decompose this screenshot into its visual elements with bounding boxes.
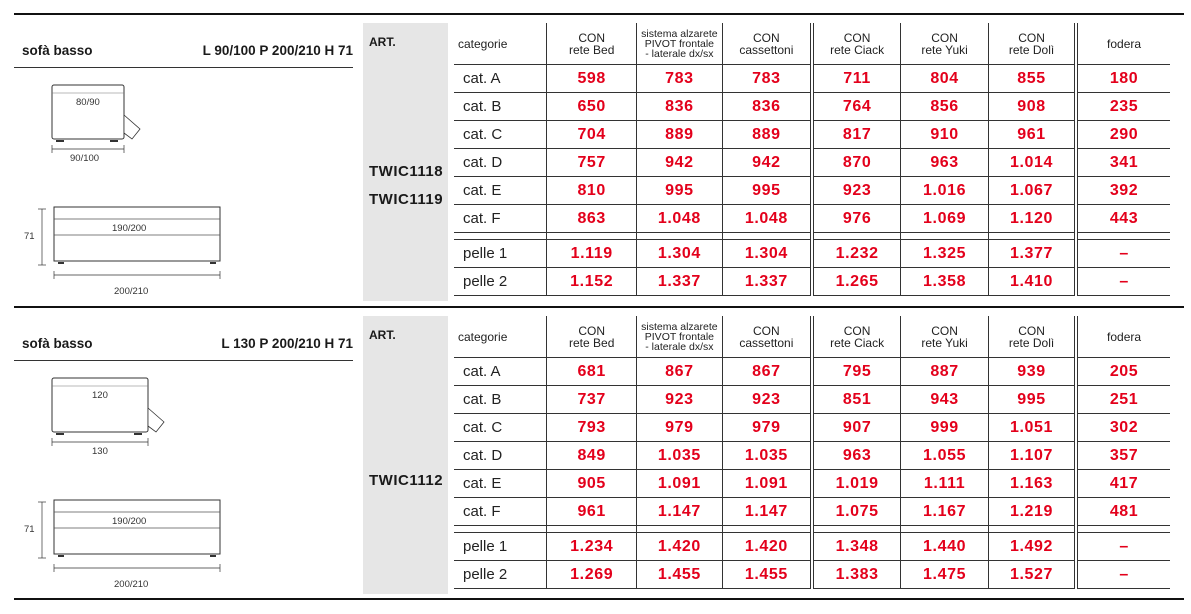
product-dimensions: L 130 P 200/210 H 71: [221, 336, 353, 351]
price-cell: 999: [901, 414, 989, 442]
side-length-label: 200/210: [114, 579, 149, 590]
column-header-line: rete Yuki: [921, 335, 968, 350]
column-header: [454, 316, 547, 358]
price-cell: 923: [812, 177, 901, 205]
column-header-line: CON: [1018, 30, 1045, 45]
price-cell: 443: [1076, 205, 1170, 233]
column-header-line: sistema alzarete: [641, 27, 718, 40]
top-depth-label: 120: [92, 390, 108, 401]
price-cell: 1.091: [637, 470, 723, 498]
category-cell: cat. B: [454, 386, 547, 414]
column-header: [547, 23, 637, 65]
price-cell: 961: [547, 498, 637, 526]
column-header: [722, 316, 812, 358]
price-cell: 1.107: [988, 442, 1076, 470]
column-header: [547, 316, 637, 358]
table-row: [454, 533, 1170, 561]
category-cell: cat. C: [454, 121, 547, 149]
table-row: [454, 240, 1170, 268]
price-cell: 905: [547, 470, 637, 498]
table-row: [454, 205, 1170, 233]
side-height-label: 71: [24, 524, 35, 535]
price-cell: 870: [812, 149, 901, 177]
price-cell: 856: [901, 93, 989, 121]
price-cell: 1.455: [722, 561, 812, 589]
price-cell: 963: [901, 149, 989, 177]
product-info: [14, 316, 353, 594]
product-info: [14, 23, 353, 301]
price-cell: 1.075: [812, 498, 901, 526]
price-cell: 889: [722, 121, 812, 149]
column-header-line: rete Yuki: [921, 42, 968, 57]
price-cell: 302: [1076, 414, 1170, 442]
price-cell: 867: [722, 358, 812, 386]
top-view-drawing: [50, 83, 170, 173]
column-header: [901, 23, 989, 65]
price-cell: 889: [637, 121, 723, 149]
column-header: [454, 23, 547, 65]
price-cell: 783: [722, 65, 812, 93]
column-header: [988, 23, 1076, 65]
price-cell: 290: [1076, 121, 1170, 149]
price-cell: 764: [812, 93, 901, 121]
price-cell: 1.410: [988, 268, 1076, 296]
column-header-line: rete Ciack: [830, 335, 885, 350]
price-cell: 979: [637, 414, 723, 442]
column-header: [812, 23, 901, 65]
column-header-line: CON: [843, 323, 871, 338]
table-header-row: [454, 316, 1170, 358]
category-cell: pelle 1: [454, 240, 547, 268]
price-cell: 923: [637, 386, 723, 414]
top-width-label: 90/100: [70, 153, 100, 164]
price-cell: 943: [901, 386, 989, 414]
article-label: ART.: [369, 35, 396, 49]
sofa-top-view-icon: [50, 83, 170, 173]
price-cell: 976: [812, 205, 901, 233]
category-cell: cat. E: [454, 177, 547, 205]
price-cell: 1.420: [722, 533, 812, 561]
category-cell: cat. A: [454, 358, 547, 386]
category-cell: cat. F: [454, 498, 547, 526]
column-header-line: rete Dolì: [1008, 335, 1055, 350]
price-cell: 650: [547, 93, 637, 121]
price-table: [454, 23, 1170, 296]
price-cell: 757: [547, 149, 637, 177]
price-cell: 1.014: [988, 149, 1076, 177]
price-cell: 1.337: [722, 268, 812, 296]
price-cell: 995: [722, 177, 812, 205]
price-cell: 1.055: [901, 442, 989, 470]
bottom-rule: [14, 598, 1184, 600]
article-column: [363, 316, 448, 594]
price-cell: 1.048: [637, 205, 723, 233]
price-cell: 1.119: [547, 240, 637, 268]
sofa-side-view-icon: [24, 496, 254, 591]
side-seat-label: 190/200: [112, 516, 147, 527]
table-row: [454, 65, 1170, 93]
price-cell: 1.019: [812, 470, 901, 498]
article-code: TWIC1118: [369, 163, 444, 180]
price-cell: 1.348: [812, 533, 901, 561]
middle-rule: [14, 306, 1184, 308]
price-cell: 357: [1076, 442, 1170, 470]
price-cell: 942: [637, 149, 723, 177]
table-row: [454, 177, 1170, 205]
price-cell: 836: [637, 93, 723, 121]
price-cell: 849: [547, 442, 637, 470]
table-row: [454, 470, 1170, 498]
column-header-line: CON: [578, 323, 606, 338]
price-cell: 908: [988, 93, 1076, 121]
price-cell: 1.475: [901, 561, 989, 589]
price-cell: 923: [722, 386, 812, 414]
column-header-line: rete Bed: [569, 335, 615, 350]
table-row: [454, 121, 1170, 149]
price-cell: 1.219: [988, 498, 1076, 526]
price-cell: 1.120: [988, 205, 1076, 233]
table-row: [454, 414, 1170, 442]
product-title: sofà basso: [22, 43, 93, 58]
price-cell: 1.016: [901, 177, 989, 205]
column-header-line: fodera: [1107, 36, 1142, 51]
category-cell: cat. F: [454, 205, 547, 233]
price-cell: 1.383: [812, 561, 901, 589]
category-cell: cat. E: [454, 470, 547, 498]
category-cell: cat. D: [454, 442, 547, 470]
title-divider: [14, 67, 353, 68]
column-header: [637, 316, 723, 358]
price-cell: 817: [812, 121, 901, 149]
article-label: ART.: [369, 328, 396, 342]
table-row: [454, 149, 1170, 177]
price-cell: 910: [901, 121, 989, 149]
price-cell: 1.492: [988, 533, 1076, 561]
price-cell: 995: [637, 177, 723, 205]
column-header-line: CON: [931, 323, 958, 338]
price-cell: 795: [812, 358, 901, 386]
price-cell: 1.147: [637, 498, 723, 526]
column-header-line: categorie: [458, 36, 508, 51]
table-row: [454, 386, 1170, 414]
category-cell: cat. C: [454, 414, 547, 442]
price-cell: 907: [812, 414, 901, 442]
column-header-line: rete Dolì: [1008, 42, 1055, 57]
column-header-line: categorie: [458, 329, 508, 344]
price-cell: 341: [1076, 149, 1170, 177]
price-cell: 1.152: [547, 268, 637, 296]
price-cell: 1.051: [988, 414, 1076, 442]
table-row: [454, 561, 1170, 589]
price-cell: 1.167: [901, 498, 989, 526]
price-cell: 995: [988, 386, 1076, 414]
price-cell: 481: [1076, 498, 1170, 526]
table-separator: [454, 233, 1170, 240]
title-divider: [14, 360, 353, 361]
table-header-row: [454, 23, 1170, 65]
price-cell: –: [1076, 268, 1170, 296]
price-cell: 180: [1076, 65, 1170, 93]
column-header: [1076, 23, 1170, 65]
price-cell: 737: [547, 386, 637, 414]
column-header-line: CON: [753, 30, 780, 45]
price-cell: 1.420: [637, 533, 723, 561]
price-cell: 851: [812, 386, 901, 414]
price-cell: 961: [988, 121, 1076, 149]
column-header-line: sistema alzarete: [641, 320, 718, 333]
price-cell: 392: [1076, 177, 1170, 205]
price-cell: 1.304: [722, 240, 812, 268]
price-cell: 1.325: [901, 240, 989, 268]
price-cell: 1.147: [722, 498, 812, 526]
column-header: [1076, 316, 1170, 358]
price-cell: 1.067: [988, 177, 1076, 205]
side-length-label: 200/210: [114, 286, 149, 297]
price-cell: 793: [547, 414, 637, 442]
price-cell: 1.377: [988, 240, 1076, 268]
price-cell: 598: [547, 65, 637, 93]
price-section-2: [0, 316, 1191, 594]
price-cell: 863: [547, 205, 637, 233]
price-cell: 963: [812, 442, 901, 470]
side-view-drawing: [24, 496, 254, 591]
side-height-label: 71: [24, 231, 35, 242]
column-header-line: CON: [1018, 323, 1045, 338]
product-title: sofà basso: [22, 336, 93, 351]
price-table: [454, 316, 1170, 589]
price-cell: 1.527: [988, 561, 1076, 589]
side-view-drawing: [24, 203, 254, 298]
top-width-label: 130: [92, 446, 108, 457]
side-seat-label: 190/200: [112, 223, 147, 234]
price-section-1: [0, 23, 1191, 301]
column-header-line: PIVOT frontale: [644, 330, 715, 343]
price-cell: 1.358: [901, 268, 989, 296]
price-cell: 855: [988, 65, 1076, 93]
column-header-line: CON: [753, 323, 780, 338]
article-code: TWIC1119: [369, 191, 444, 208]
table-row: [454, 442, 1170, 470]
category-cell: pelle 2: [454, 561, 547, 589]
product-dimensions: L 90/100 P 200/210 H 71: [202, 43, 353, 58]
price-cell: 810: [547, 177, 637, 205]
article-code: TWIC1112: [369, 472, 444, 489]
column-header-line: cassettoni: [739, 335, 794, 350]
price-cell: 1.269: [547, 561, 637, 589]
price-cell: 1.455: [637, 561, 723, 589]
price-cell: –: [1076, 533, 1170, 561]
table-row: [454, 93, 1170, 121]
price-cell: 939: [988, 358, 1076, 386]
column-header: [722, 23, 812, 65]
column-header-line: - laterale dx/sx: [645, 47, 714, 60]
table-separator: [454, 526, 1170, 533]
column-header-line: rete Ciack: [830, 42, 885, 57]
price-cell: 235: [1076, 93, 1170, 121]
price-cell: 1.091: [722, 470, 812, 498]
price-cell: 704: [547, 121, 637, 149]
column-header: [988, 316, 1076, 358]
price-cell: 1.234: [547, 533, 637, 561]
column-header: [901, 316, 989, 358]
price-cell: 1.337: [637, 268, 723, 296]
price-cell: 887: [901, 358, 989, 386]
category-cell: cat. B: [454, 93, 547, 121]
price-cell: 1.069: [901, 205, 989, 233]
table-row: [454, 358, 1170, 386]
price-cell: 783: [637, 65, 723, 93]
price-cell: –: [1076, 240, 1170, 268]
sofa-side-view-icon: [24, 203, 254, 298]
column-header-line: fodera: [1107, 329, 1142, 344]
price-cell: 1.265: [812, 268, 901, 296]
price-cell: 205: [1076, 358, 1170, 386]
table-row: [454, 268, 1170, 296]
category-cell: cat. D: [454, 149, 547, 177]
column-header-line: CON: [843, 30, 871, 45]
category-cell: pelle 1: [454, 533, 547, 561]
article-column: [363, 23, 448, 301]
price-cell: 1.048: [722, 205, 812, 233]
price-cell: 836: [722, 93, 812, 121]
price-cell: 681: [547, 358, 637, 386]
column-header-line: CON: [578, 30, 606, 45]
column-header-line: PIVOT frontale: [644, 37, 715, 50]
price-cell: 942: [722, 149, 812, 177]
category-cell: cat. A: [454, 65, 547, 93]
top-rule: [14, 13, 1184, 15]
column-header: [637, 23, 723, 65]
price-cell: 979: [722, 414, 812, 442]
top-view-drawing: [50, 376, 190, 466]
price-cell: 251: [1076, 386, 1170, 414]
price-cell: 1.163: [988, 470, 1076, 498]
table-row: [454, 498, 1170, 526]
price-cell: 1.440: [901, 533, 989, 561]
column-header-line: - laterale dx/sx: [645, 340, 714, 353]
column-header-line: cassettoni: [739, 42, 794, 57]
price-cell: 867: [637, 358, 723, 386]
price-cell: 1.111: [901, 470, 989, 498]
price-cell: 1.232: [812, 240, 901, 268]
column-header-line: rete Bed: [569, 42, 615, 57]
price-cell: 804: [901, 65, 989, 93]
price-cell: –: [1076, 561, 1170, 589]
price-cell: 1.304: [637, 240, 723, 268]
price-cell: 711: [812, 65, 901, 93]
sofa-top-view-icon: [50, 376, 190, 466]
price-cell: 1.035: [637, 442, 723, 470]
column-header-line: CON: [931, 30, 958, 45]
price-cell: 417: [1076, 470, 1170, 498]
price-cell: 1.035: [722, 442, 812, 470]
column-header: [812, 316, 901, 358]
top-depth-label: 80/90: [76, 97, 100, 108]
category-cell: pelle 2: [454, 268, 547, 296]
